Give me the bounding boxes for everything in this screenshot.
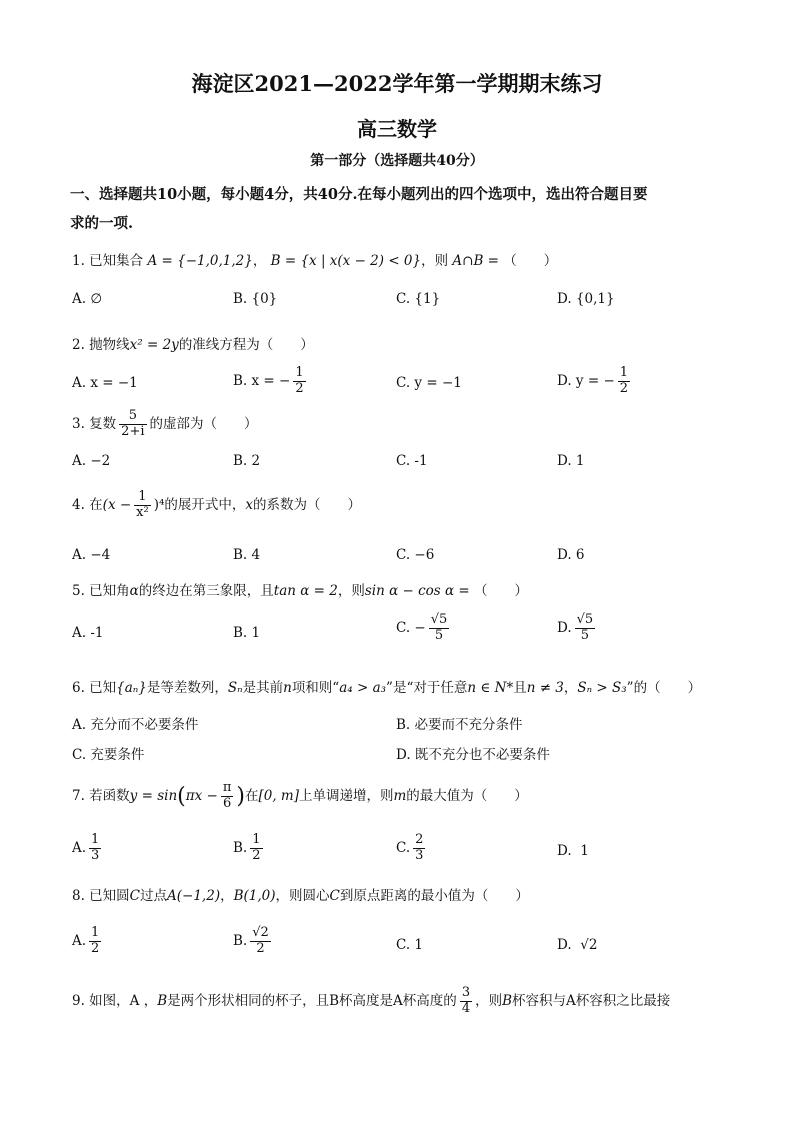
q8-option-c: C. 1 bbox=[396, 937, 424, 953]
q4-option-d: D. 6 bbox=[557, 547, 585, 563]
q6-option-c: C. 充要条件 bbox=[72, 747, 145, 763]
q1-option-d: D. {0,1} bbox=[557, 291, 615, 307]
question-5: 5. 已知角α的终边在第三象限，且tan α = 2，则sin α − cos α = （ ） bbox=[72, 583, 529, 599]
q4-option-a: A. −4 bbox=[72, 547, 111, 563]
question-1: 1. 已知集合 A = {−1,0,1,2}， B = {x | x(x − 2) < 0}，则 A∩B = （ ） bbox=[72, 253, 558, 269]
q6-option-d: D. 既不充分也不必要条件 bbox=[396, 747, 550, 763]
q7-option-c: C. $\frac{2}{3}$ bbox=[396, 832, 424, 863]
q2-option-b: B. x = − $\frac{1}{2}$ bbox=[233, 365, 304, 396]
q3-option-d: D. 1 bbox=[557, 453, 585, 469]
q3-option-c: C. -1 bbox=[396, 453, 428, 469]
q6-option-a: A. 充分而不必要条件 bbox=[72, 717, 199, 733]
q5-option-c: C. − $\frac{√5}{5}$ bbox=[396, 612, 448, 643]
q8-option-a: A. $\frac{1}{2}$ bbox=[72, 925, 100, 956]
question-9: 9. 如图，A ，B是两个形状相同的杯子，且B杯高度是A杯高度的 $\frac{3}{4}$ ，则B杯容积与A杯容积之比最接 bbox=[72, 985, 671, 1016]
q1-option-c: C. {1} bbox=[396, 291, 441, 307]
part-heading: 第一部分（选择题共40分） bbox=[310, 153, 484, 169]
q2-option-c: C. y = −1 bbox=[396, 375, 462, 391]
exam-subject: 高三数学 bbox=[357, 117, 437, 141]
question-7: 7. 若函数y = sin(πx − $\frac{\pi}{6}$ )在[0, m]上单调递增，则m的最大值为（ ） bbox=[72, 780, 528, 811]
q3-option-b: B. 2 bbox=[233, 453, 261, 469]
q8-option-b: B. $\frac{√2}{2}$ bbox=[233, 925, 269, 956]
q7-option-a: A. $\frac{1}{3}$ bbox=[72, 832, 100, 863]
q8-option-d: D. √2 bbox=[557, 937, 598, 953]
q4-option-b: B. 4 bbox=[233, 547, 261, 563]
q5-option-d: D. $\frac{√5}{5}$ bbox=[557, 612, 594, 643]
exam-title: 海淀区2021—2022学年第一学期期末练习 bbox=[191, 71, 603, 96]
q5-option-a: A. -1 bbox=[72, 625, 104, 641]
question-2: 2. 抛物线x² = 2y的准线方程为（ ） bbox=[72, 337, 314, 353]
question-4: 4. 在(x − $\frac{1}{\text{x²}}$ )⁴的展开式中，x的系数为（ ） bbox=[72, 489, 362, 520]
q4-option-c: C. −6 bbox=[396, 547, 435, 563]
question-8: 8. 已知圆C过点A(−1,2)，B(1,0)，则圆心C到原点距离的最小值为（ ） bbox=[72, 888, 529, 904]
q2-option-a: A. x = −1 bbox=[72, 375, 138, 391]
question-3: 3. 复数 $\frac{5}{2+i}$ 的虚部为（ ） bbox=[72, 408, 258, 439]
question-6: 6. 已知{aₙ}是等差数列，Sₙ是其前n项和则“a₄ > a₃”是“对于任意n ∈ N*且n ≠ 3，Sₙ > S₃”的（ ） bbox=[72, 680, 702, 696]
q1-option-a: A. ∅ bbox=[72, 291, 103, 307]
q3-option-a: A. −2 bbox=[72, 453, 111, 469]
q6-option-b: B. 必要而不充分条件 bbox=[396, 717, 523, 733]
q7-option-b: B. $\frac{1}{2}$ bbox=[233, 832, 261, 863]
q7-option-d: D. 1 bbox=[557, 843, 589, 859]
section-instructions-line2: 求的一项. bbox=[70, 215, 134, 232]
section-instructions-line1: 一、选择题共10小题，每小题4分，共40分.在每小题列出的四个选项中，选出符合题目要 bbox=[70, 186, 648, 203]
q5-option-b: B. 1 bbox=[233, 625, 261, 641]
q1-option-b: B. {0} bbox=[233, 291, 278, 307]
q2-option-d: D. y = − $\frac{1}{2}$ bbox=[557, 365, 629, 396]
